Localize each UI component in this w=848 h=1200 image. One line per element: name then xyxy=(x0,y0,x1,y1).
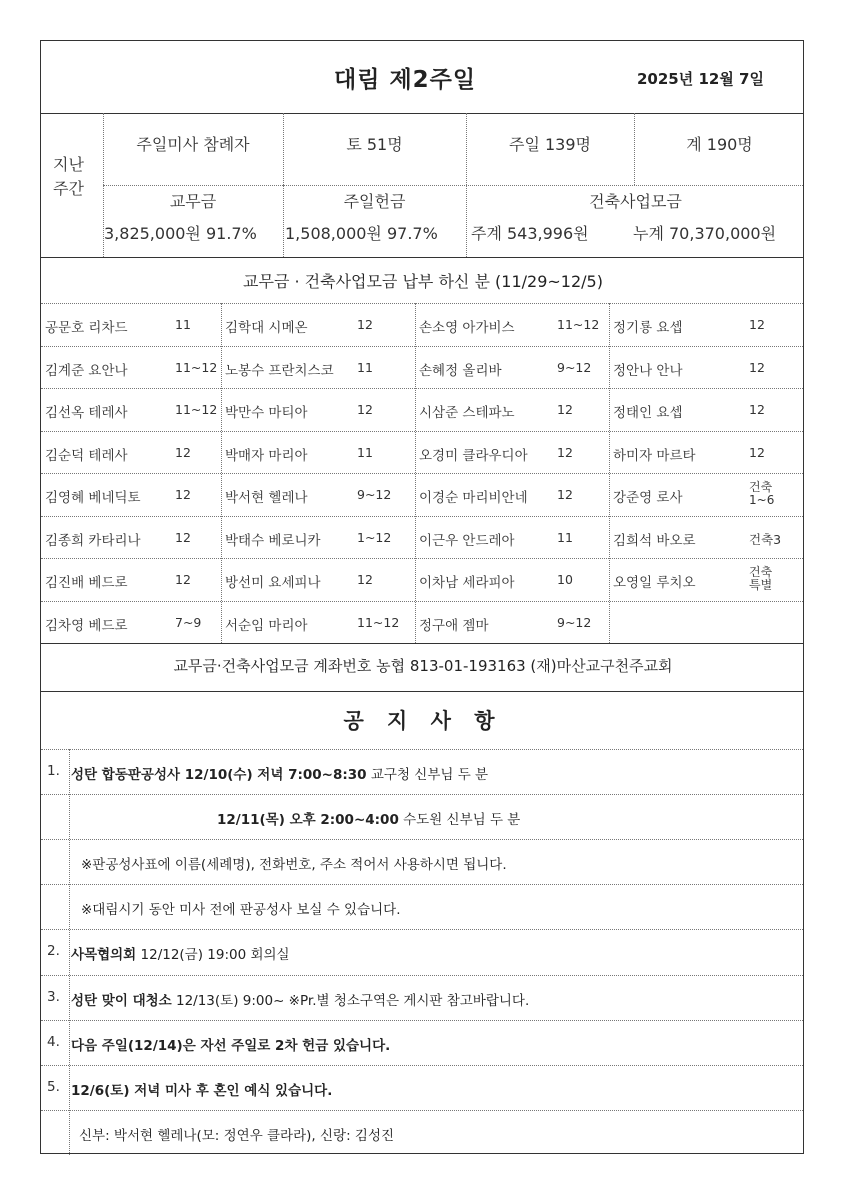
divider xyxy=(41,431,803,432)
offering-label: 주일헌금 xyxy=(343,192,406,211)
donor-months xyxy=(749,481,774,507)
divider xyxy=(41,1110,803,1111)
donor-months: 11~12 xyxy=(175,402,218,417)
notice-text: 수도원 신부님 두 분 xyxy=(398,812,521,829)
donor-name: 이경순 마리비안네 xyxy=(419,490,528,506)
donor-name: 공문호 리차드 xyxy=(45,320,128,336)
donor-months: 9~12 xyxy=(357,487,392,502)
divider xyxy=(41,1065,803,1066)
donor-months-line2: 1~6 xyxy=(749,493,775,507)
divider xyxy=(41,749,803,750)
divider xyxy=(41,601,803,602)
donor-months: 12 xyxy=(749,317,765,332)
donor-months: 12 xyxy=(175,529,191,545)
offering-value: 1,508,000원 97.7% xyxy=(285,224,438,243)
donor-name: 오영일 루치오 xyxy=(613,575,696,591)
donor-name: 노봉수 프란치스코 xyxy=(225,362,334,379)
donor-name: 정태인 요셉 xyxy=(613,405,683,421)
donor-months: 12 xyxy=(749,359,765,375)
notice-text: 12/13(토) 9:00~ ※Pr.별 청소구역은 게시판 참고바랍니다. xyxy=(171,992,530,1009)
donor-name: 정기룡 요셉 xyxy=(613,320,683,336)
attendance-label: 주일미사 참례자 xyxy=(136,135,250,154)
donor-months: 12 xyxy=(357,317,373,332)
notice-item xyxy=(71,763,488,783)
notice-emphasis: 성탄 합동판공성사 12/10(수) 저녁 7:00~8:30 xyxy=(71,767,367,783)
donor-months: 10 xyxy=(557,572,573,587)
donor-months xyxy=(749,566,772,592)
notice-number: 4. xyxy=(47,1033,60,1050)
divider xyxy=(41,346,803,347)
notice-text: ※대림시기 동안 미사 전에 판공성사 보실 수 있습니다. xyxy=(81,902,401,919)
donor-months: 7~9 xyxy=(175,614,202,630)
notice-emphasis: 성탄 맞이 대청소 xyxy=(71,992,172,1009)
header-divider xyxy=(41,113,803,114)
donor-name: 손소영 아가비스 xyxy=(419,320,515,336)
donor-name: 손혜정 올리바 xyxy=(419,362,502,379)
notice-text: 신부: 박서현 헬레나(모: 정연우 클라라), 신랑: 김성진 xyxy=(79,1127,395,1144)
donor-name: 박서현 헬레나 xyxy=(225,490,308,506)
donor-months: 12 xyxy=(175,444,191,460)
donor-months: 12 xyxy=(749,444,765,460)
divider xyxy=(41,929,803,930)
donor-name: 하미자 마르타 xyxy=(613,447,696,464)
donor-months-line1: 건축 xyxy=(749,565,773,579)
donor-months: 11~12 xyxy=(175,359,218,375)
notices-title: 공 지 사 항 xyxy=(343,709,503,733)
donor-months: 9~12 xyxy=(557,614,592,630)
notice-item xyxy=(81,853,507,873)
notice-item xyxy=(71,989,529,1009)
attendance-total: 계 190명 xyxy=(686,135,753,154)
donor-months: 11 xyxy=(357,359,373,375)
attendance-saturday: 토 51명 xyxy=(346,135,403,154)
donor-months: 12 xyxy=(557,487,573,502)
divider xyxy=(41,975,803,976)
notice-emphasis: 12/11(목) 오후 2:00~4:00 xyxy=(217,812,399,829)
divider xyxy=(41,884,803,885)
last-week-label xyxy=(53,153,84,201)
attendance-sunday: 주일 139명 xyxy=(509,135,591,154)
notice-number: 5. xyxy=(47,1078,60,1095)
last-week-label-line1: 지난 xyxy=(53,155,84,174)
divider xyxy=(41,388,803,389)
bulletin-frame xyxy=(40,40,804,1154)
notice-emphasis: 사목협의회 xyxy=(71,947,137,964)
donor-months: 12 xyxy=(357,572,373,587)
donor-months: 11 xyxy=(357,444,373,460)
divider xyxy=(41,473,803,474)
donor-months: 11~12 xyxy=(357,614,400,630)
section-divider xyxy=(41,257,803,258)
donor-months: 11~12 xyxy=(557,317,600,332)
donor-months: 11 xyxy=(175,317,191,332)
divider xyxy=(41,794,803,795)
notice-item xyxy=(71,1034,390,1054)
donor-name: 시삼준 스테파노 xyxy=(419,405,515,421)
notice-number: 2. xyxy=(47,943,60,960)
donor-name: 김종희 카타리나 xyxy=(45,532,141,549)
donor-months-line2: 특별 xyxy=(749,578,773,592)
donor-name: 서순임 마리아 xyxy=(225,617,308,634)
section-divider xyxy=(41,691,803,692)
fee-value: 3,825,000원 91.7% xyxy=(104,224,257,243)
page-title: 대림 제2주일 xyxy=(334,67,477,93)
donor-months: 건축3 xyxy=(749,531,782,547)
donor-name: 박만수 마티아 xyxy=(225,405,308,421)
notice-number-column-divider xyxy=(69,749,70,1155)
account-info: 교무금·건축사업모금 계좌번호 농협 813-01-193163 (재)마산교구천주교회 xyxy=(173,657,673,675)
donor-name: 박매자 마리아 xyxy=(225,447,308,464)
building-week: 주계 543,996원 xyxy=(471,224,589,243)
notice-text: 12/12(금) 19:00 회의실 xyxy=(136,947,290,964)
donor-months: 1~12 xyxy=(357,529,392,545)
donor-name: 김순덕 테레사 xyxy=(45,447,128,464)
donor-months: 12 xyxy=(175,487,191,502)
divider xyxy=(103,185,803,186)
notice-item xyxy=(71,943,290,963)
donor-name: 오경미 클라우디아 xyxy=(419,447,528,464)
notice-emphasis: 12/6(토) 저녁 미사 후 혼인 예식 있습니다. xyxy=(71,1082,333,1099)
bulletin-date: 2025년 12월 7일 xyxy=(637,70,764,88)
notice-item xyxy=(217,808,520,828)
donor-months: 12 xyxy=(749,402,765,417)
donor-name: 김영혜 베네딕토 xyxy=(45,490,141,506)
donor-months: 12 xyxy=(557,444,573,460)
building-label: 건축사업모금 xyxy=(589,192,682,211)
donor-name: 박태수 베로니카 xyxy=(225,532,321,549)
donors-heading: 교무금 · 건축사업모금 납부 하신 분 (11/29~12/5) xyxy=(243,272,603,291)
donor-name: 김선옥 테레사 xyxy=(45,405,128,421)
donor-name: 이차남 세라피아 xyxy=(419,575,515,591)
donor-name: 김진배 베드로 xyxy=(45,575,128,591)
donor-name: 김차영 베드로 xyxy=(45,617,128,634)
divider xyxy=(41,1020,803,1021)
donor-name: 강준영 로사 xyxy=(613,490,683,506)
donor-name: 정안나 안나 xyxy=(613,362,683,379)
divider xyxy=(41,839,803,840)
notice-item xyxy=(79,1124,394,1144)
notice-emphasis: 다음 주일(12/14)은 자선 주일로 2차 헌금 있습니다. xyxy=(71,1037,391,1054)
divider xyxy=(41,516,803,517)
last-week-label-line2: 주간 xyxy=(53,179,84,198)
donor-name: 김희석 바오로 xyxy=(613,532,696,549)
notice-number: 3. xyxy=(47,988,60,1005)
donor-name: 방선미 요세피나 xyxy=(225,575,321,591)
donor-name: 김계준 요안나 xyxy=(45,362,128,379)
notice-number: 1. xyxy=(47,763,60,779)
donor-months: 12 xyxy=(175,572,191,587)
donor-months: 9~12 xyxy=(557,359,592,375)
donor-months: 12 xyxy=(557,402,573,417)
donor-months-line1: 건축 xyxy=(749,480,773,494)
divider xyxy=(41,558,803,559)
divider xyxy=(41,303,803,304)
donor-name: 정구애 젬마 xyxy=(419,617,489,634)
notice-item xyxy=(81,898,401,918)
building-total: 누계 70,370,000원 xyxy=(633,224,777,243)
notice-text: ※판공성사표에 이름(세례명), 전화번호, 주소 적어서 사용하시면 됩니다. xyxy=(81,857,507,874)
donor-months: 11 xyxy=(557,529,573,545)
donor-months: 12 xyxy=(357,402,373,417)
donor-name: 이근우 안드레아 xyxy=(419,532,515,549)
notice-text: 교구청 신부님 두 분 xyxy=(366,767,489,783)
notice-item xyxy=(71,1079,332,1099)
section-divider xyxy=(41,643,803,644)
fee-label: 교무금 xyxy=(169,192,217,211)
donor-name: 김학대 시메온 xyxy=(225,320,308,336)
